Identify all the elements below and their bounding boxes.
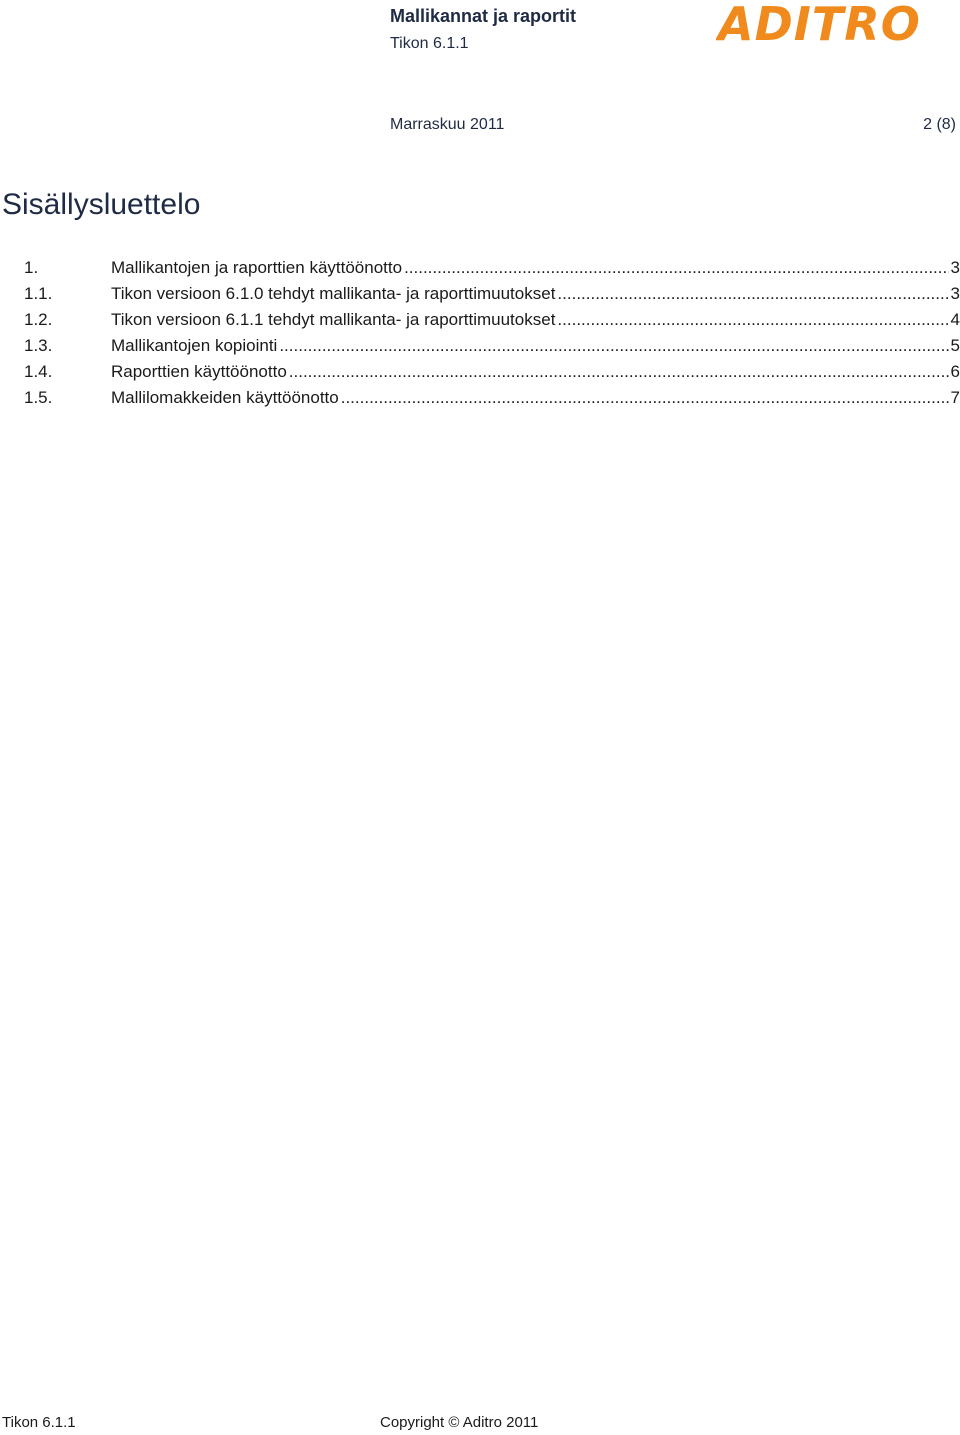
- toc-entry-number: 1.3.: [24, 336, 53, 355]
- toc-entry-label: Raporttien käyttöönotto: [111, 362, 287, 381]
- toc-entry[interactable]: [0, 256, 960, 280]
- doc-date: Marraskuu 2011: [390, 116, 505, 133]
- toc-entry-page: 7: [950, 388, 960, 407]
- toc-heading: Sisällysluettelo: [2, 188, 201, 221]
- toc-entry-page: 6: [950, 362, 960, 381]
- footer-copyright: Copyright © Aditro 2011: [380, 1414, 539, 1431]
- toc-entry[interactable]: [0, 334, 960, 358]
- toc-entry[interactable]: [0, 308, 960, 332]
- toc-entry[interactable]: [0, 386, 960, 410]
- toc-entry-page: 5: [950, 336, 960, 355]
- toc-leader: [557, 308, 948, 332]
- footer-version: Tikon 6.1.1: [2, 1414, 76, 1431]
- toc-entry-number: 1.1.: [24, 284, 53, 303]
- toc-entry[interactable]: [0, 360, 960, 384]
- toc-entry-label: Tikon versioon 6.1.1 tehdyt mallikanta- ja raporttimuutokset: [111, 310, 556, 329]
- toc-entry-label: Mallikantojen kopiointi: [111, 336, 278, 355]
- toc-entry-number: 1.5.: [24, 388, 53, 407]
- logo-text: ADITRO: [718, 0, 921, 46]
- page-number: 2 (8): [923, 116, 956, 133]
- toc-leader: [557, 282, 948, 306]
- toc-leader: [404, 256, 948, 280]
- toc-entry-number: 1.2.: [24, 310, 53, 329]
- toc-entry-number: 1.: [24, 258, 39, 277]
- toc-leader: [289, 360, 949, 384]
- toc-entry[interactable]: [0, 282, 960, 306]
- toc-leader: [279, 334, 948, 358]
- aditro-logo: [716, 0, 944, 46]
- toc-entry-page: 4: [950, 310, 960, 329]
- doc-title: Mallikannat ja raportit: [390, 6, 577, 26]
- toc-entry-number: 1.4.: [24, 362, 53, 381]
- toc-entry-page: 3: [950, 284, 960, 303]
- toc-entry-label: Mallikantojen ja raporttien käyttöönotto: [111, 258, 403, 277]
- toc-entry-page: 3: [950, 258, 960, 277]
- doc-version: Tikon 6.1.1: [390, 35, 469, 52]
- toc-entry-label: Mallilomakkeiden käyttöönotto: [111, 388, 339, 407]
- toc-leader: [341, 386, 949, 410]
- toc-entry-label: Tikon versioon 6.1.0 tehdyt mallikanta- ja raporttimuutokset: [111, 284, 556, 303]
